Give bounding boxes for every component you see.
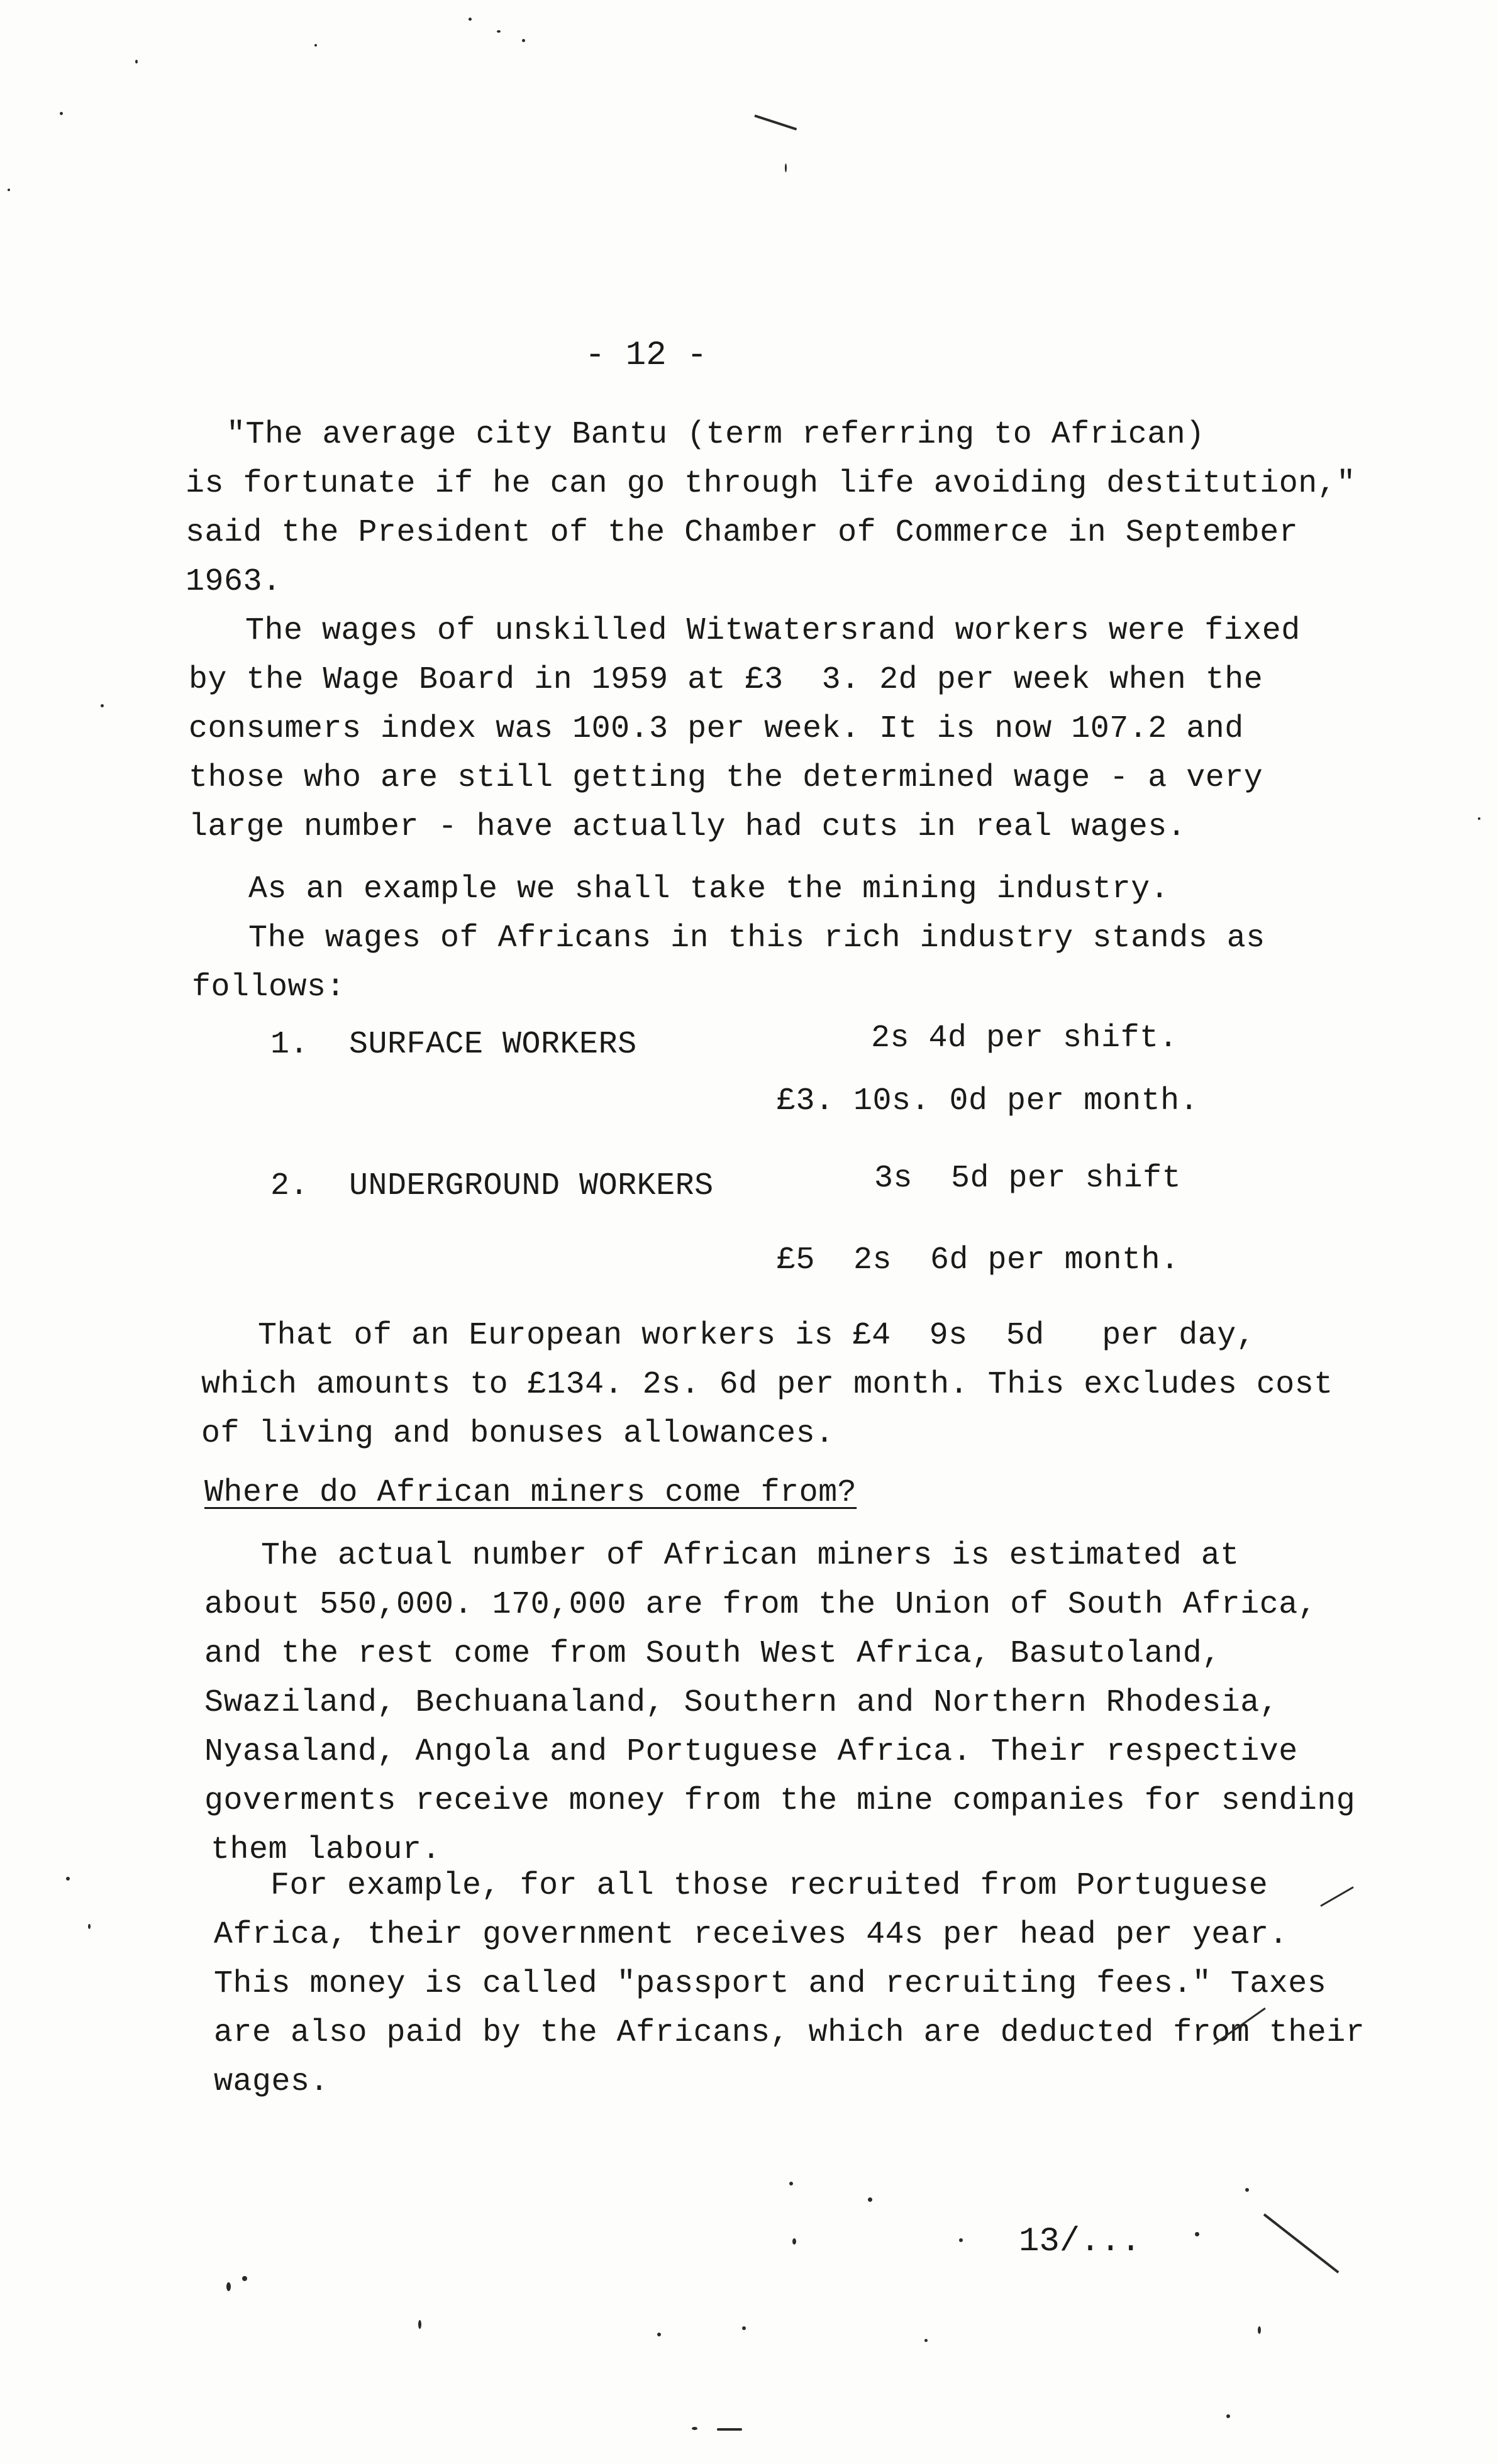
wage-row-number: 1. [270,1027,309,1063]
section-heading: Where do African miners come from? [204,1475,857,1511]
text-line: those who are still getting the determined wage - a very [189,760,1263,796]
text-line: about 550,000. 170,000 are from the Union of South Africa, [204,1587,1318,1623]
text-line: large number - have actually had cuts in real wages. [189,809,1187,845]
page-number: - 12 - [585,336,707,375]
text-line: consumers index was 100.3 per week. It is now 107.2 and [189,711,1244,747]
text-line: The wages of unskilled Witwatersrand workers were fixed [245,613,1301,649]
wage-row-per-month: £3. 10s. 0d per month. [777,1083,1199,1119]
text-line: Africa, their government receives 44s per head per year. [214,1917,1289,1953]
text-line: 1963. [186,564,282,600]
wage-row-per-shift: 3s 5d per shift [874,1161,1182,1196]
text-line: Nyasaland, Angola and Portuguese Africa. Their respective [204,1734,1298,1770]
wage-row-per-shift: 2s 4d per shift. [871,1020,1179,1056]
text-line: them labour. [211,1832,441,1868]
text-line: Swaziland, Bechuanaland, Southern and Northern Rhodesia, [204,1685,1279,1721]
text-line: said the President of the Chamber of Commerce in September [186,515,1299,551]
text-line: This money is called "passport and recruiting fees." Taxes [214,1966,1327,2002]
text-line: "The average city Bantu (term referring to African) [226,417,1205,453]
text-line: The wages of Africans in this rich industry stands as [248,920,1265,956]
continuation-reference: 13/... [1019,2223,1141,2261]
wage-row-number: 2. [270,1168,309,1204]
text-line: is fortunate if he can go through life avoiding destitution," [186,466,1356,502]
text-line: The actual number of African miners is estimated at [261,1538,1240,1574]
wage-row-per-month: £5 2s 6d per month. [777,1242,1180,1278]
text-line: of living and bonuses allowances. [201,1416,835,1452]
wage-row-category: UNDERGROUND WORKERS [349,1168,714,1204]
text-line: goverments receive money from the mine companies for sending [204,1783,1356,1819]
text-line: wages. [214,2064,330,2100]
text-line: and the rest come from South West Africa, Basutoland, [204,1636,1221,1672]
text-line: follows: [192,970,346,1005]
text-line: That of an European workers is £4 9s 5d per day, [258,1318,1256,1354]
text-line: For example, for all those recruited from Portuguese [270,1868,1268,1904]
wage-row-category: SURFACE WORKERS [349,1027,637,1063]
text-line: are also paid by the Africans, which are deducted from their [214,2015,1365,2051]
text-line: As an example we shall take the mining industry. [248,871,1170,907]
text-line: which amounts to £134. 2s. 6d per month. This excludes cost [201,1367,1333,1403]
text-line: by the Wage Board in 1959 at £3 3. 2d per week when the [189,662,1263,698]
